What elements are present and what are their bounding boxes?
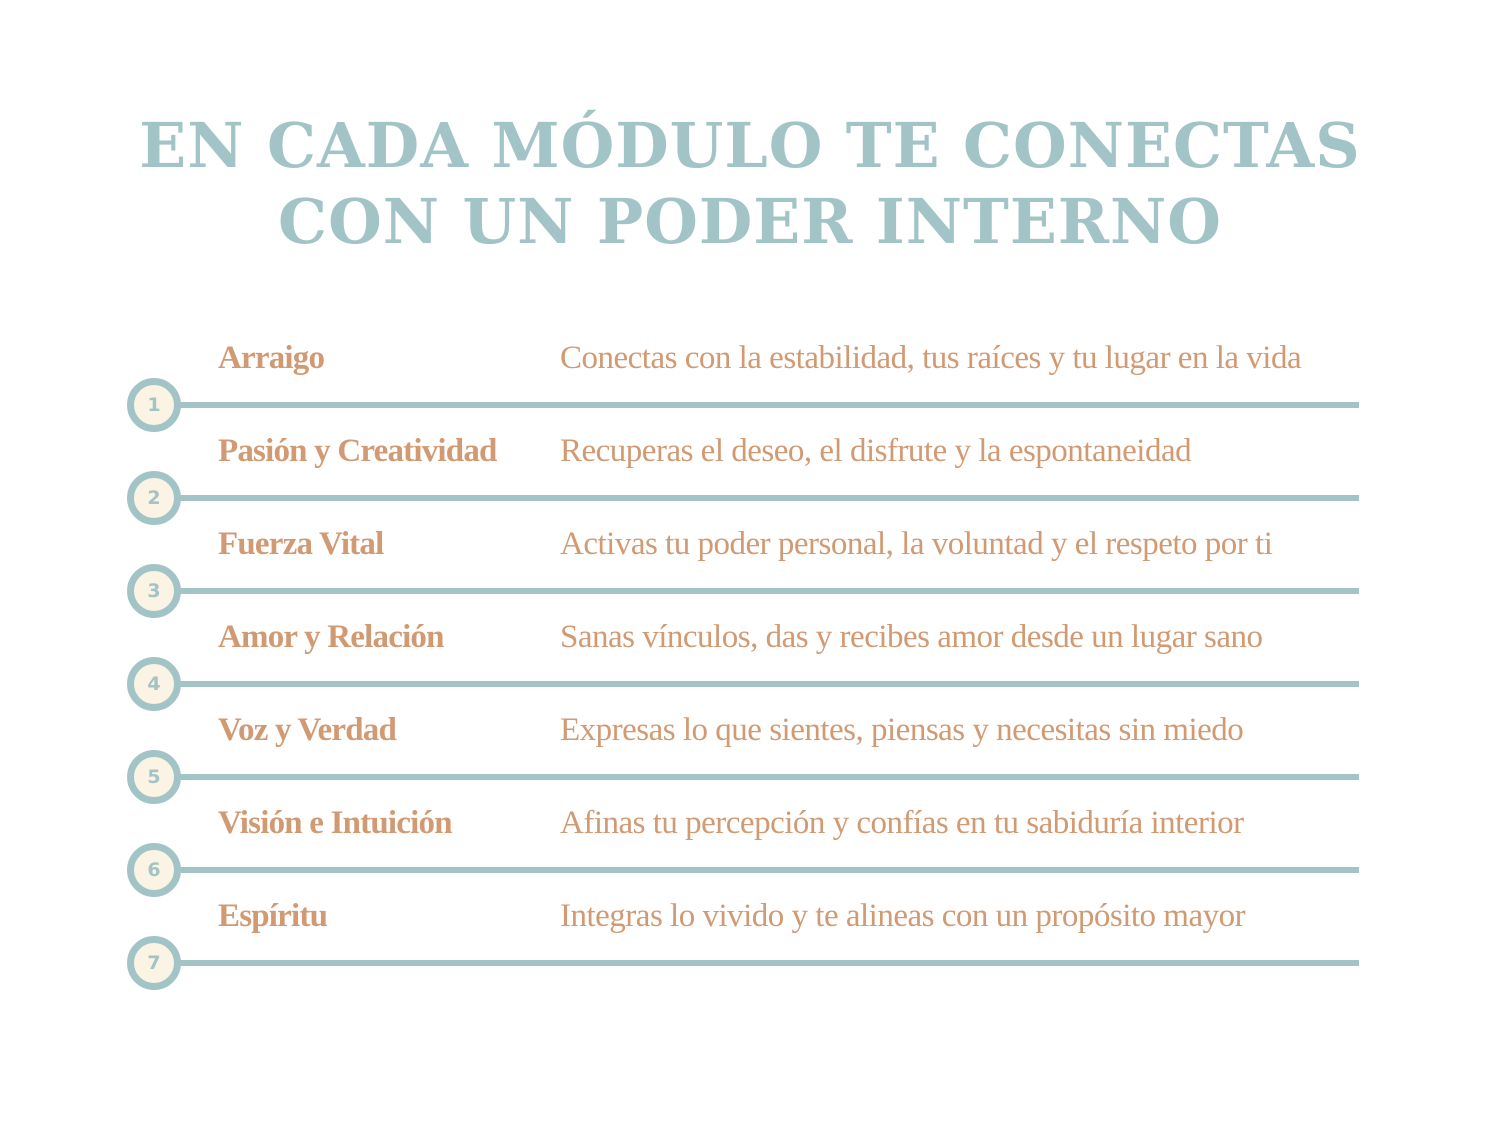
module-description: Activas tu poder personal, la voluntad y el respeto por ti xyxy=(560,526,1273,562)
module-name: Visión e Intuición xyxy=(218,805,452,841)
module-description: Afinas tu percepción y confías en tu sabiduría interior xyxy=(560,805,1244,841)
module-name: Voz y Verdad xyxy=(218,712,397,748)
module-divider-line xyxy=(160,588,1359,594)
title-line-1: EN CADA MÓDULO TE CONECTAS xyxy=(139,109,1361,182)
module-divider-line xyxy=(160,681,1359,687)
module-row xyxy=(0,710,1500,803)
module-description: Expresas lo que sientes, piensas y necesitas sin miedo xyxy=(560,712,1244,748)
module-name: Espíritu xyxy=(218,898,328,934)
module-description: Sanas vínculos, das y recibes amor desde un lugar sano xyxy=(560,619,1263,655)
module-description: Recuperas el deseo, el disfrute y la espontaneidad xyxy=(560,433,1192,469)
module-name: Pasión y Creatividad xyxy=(218,433,497,469)
module-divider-line xyxy=(160,867,1359,873)
module-divider-line xyxy=(160,960,1359,966)
module-name: Amor y Relación xyxy=(218,619,444,655)
module-number-badge: 1 xyxy=(127,378,181,432)
module-row xyxy=(0,896,1500,989)
title-line-2: CON UN PODER INTERNO xyxy=(278,185,1222,258)
module-number-badge: 5 xyxy=(127,750,181,804)
module-divider-line xyxy=(160,774,1359,780)
module-number-badge: 7 xyxy=(127,936,181,990)
module-divider-line xyxy=(160,495,1359,501)
module-divider-line xyxy=(160,402,1359,408)
module-row xyxy=(0,524,1500,617)
module-number-badge: 6 xyxy=(127,843,181,897)
module-name: Fuerza Vital xyxy=(218,526,384,562)
module-number-badge: 3 xyxy=(127,564,181,618)
module-number-badge: 2 xyxy=(127,471,181,525)
module-row xyxy=(0,431,1500,524)
module-row xyxy=(0,338,1500,431)
module-row xyxy=(0,617,1500,710)
module-description: Integras lo vivido y te alineas con un propósito mayor xyxy=(560,898,1246,934)
module-description: Conectas con la estabilidad, tus raíces y tu lugar en la vida xyxy=(560,340,1302,376)
module-number-badge: 4 xyxy=(127,657,181,711)
module-row xyxy=(0,803,1500,896)
module-name: Arraigo xyxy=(218,340,325,376)
